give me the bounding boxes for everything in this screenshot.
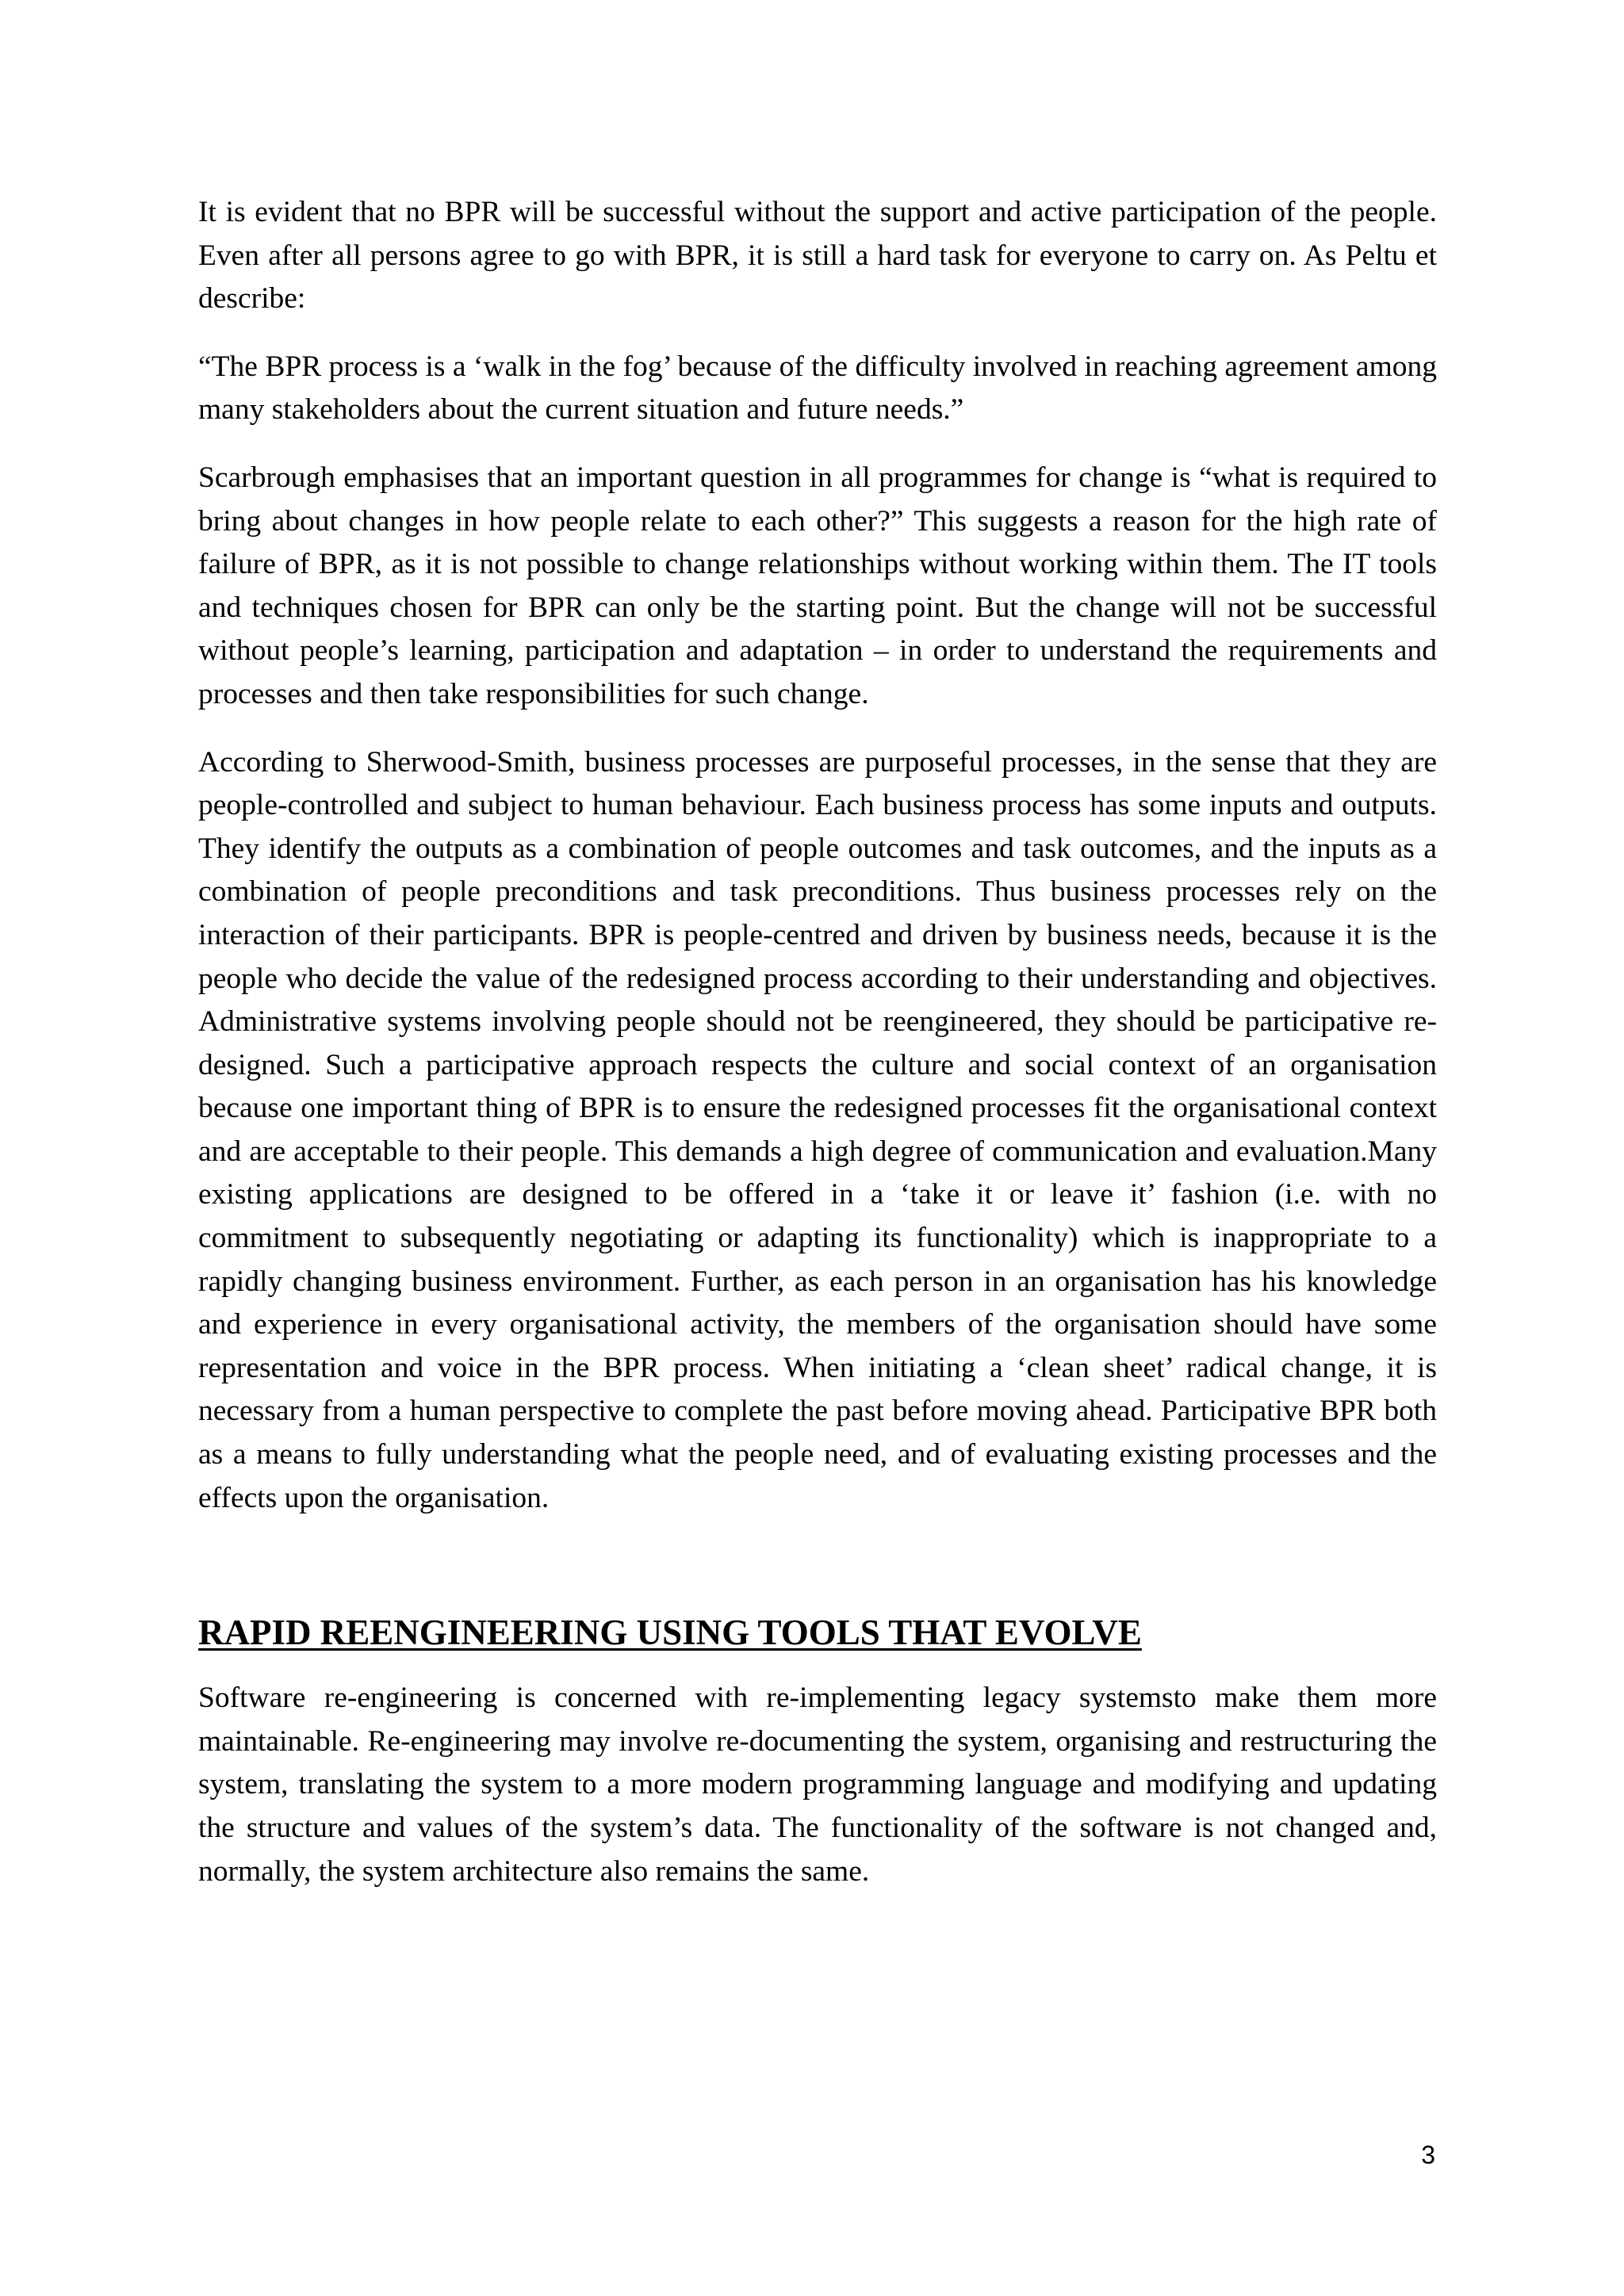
page-number: 3 — [1421, 2141, 1435, 2169]
paragraph-sherwood-smith: According to Sherwood-Smith, business processes are purposeful processes, in the sense that they are people-controlled and subject to human behaviour. Each business process has some inputs and outputs. They identify the outputs as a combination of people outcomes and task outcomes, and the inputs as a combination of people preconditions and task preconditions. Thus business processes rely on the interaction of their participants. BPR is people-centred and driven by business needs, because it is the people who decide the value of the redesigned process according to their understanding and objectives. Administrative systems involving people should not be reengineered, they should be participative re-designed. Such a participative approach respects the culture and social context of an organisation because one important thing of BPR is to ensure the redesigned processes fit the organisational context and are acceptable to their people. This demands a high degree of communication and evaluation.Many existing applications are designed to be offered in a ‘take it or leave it’ fashion (i.e. with no commitment to subsequently negotiating or adapting its functionality) which is inappropriate to a rapidly changing business environment. Further, as each person in an organisation has his knowledge and experience in every organisational activity, the members of the organisation should have some representation and voice in the BPR process. When initiating a ‘clean sheet’ radical change, it is necessary from a human perspective to complete the past before moving ahead. Participative BPR both as a means to fully understanding what the people need, and of evaluating existing processes and the effects upon the organisation. — [198, 745, 1437, 1514]
page-content — [198, 191, 1437, 1893]
paragraph-scarbrough: Scarbrough emphasises that an important question in all programmes for change is “what is required to bring about changes in how people relate to each other?” This suggests a reason for the high rate of failure of BPR, as it is not possible to change relationships without working within them. The IT tools and techniques chosen for BPR can only be the starting point. But the change will not be successful without people’s learning, participation and adaptation – in order to understand the requirements and processes and then take responsibilities for such change. — [198, 461, 1437, 710]
section-heading: RAPID REENGINEERING USING TOOLS THAT EVOLVE — [198, 1613, 1142, 1653]
paragraph-peltu-quote: “The BPR process is a ‘walk in the fog’ because of the difficulty involved in reaching agreement among many stakeholders about the current situation and future needs.” — [198, 350, 1437, 427]
paragraph-bpr-support: It is evident that no BPR will be successful without the support and active participation of the people. Even after all persons agree to go with BPR, it is still a hard task for everyone to carry on. As Peltu et describe: — [198, 196, 1437, 316]
paragraph-software-reengineering: Software re-engineering is concerned with re-implementing legacy systemsto make them more maintainable. Re-engineering may involve re-documenting the system, organising and restructuring the system, translating the system to a more modern programming language and modifying and updating the structure and values of the system’s data. The functionality of the software is not changed and, normally, the system architecture also remains the same. — [198, 1682, 1437, 1888]
